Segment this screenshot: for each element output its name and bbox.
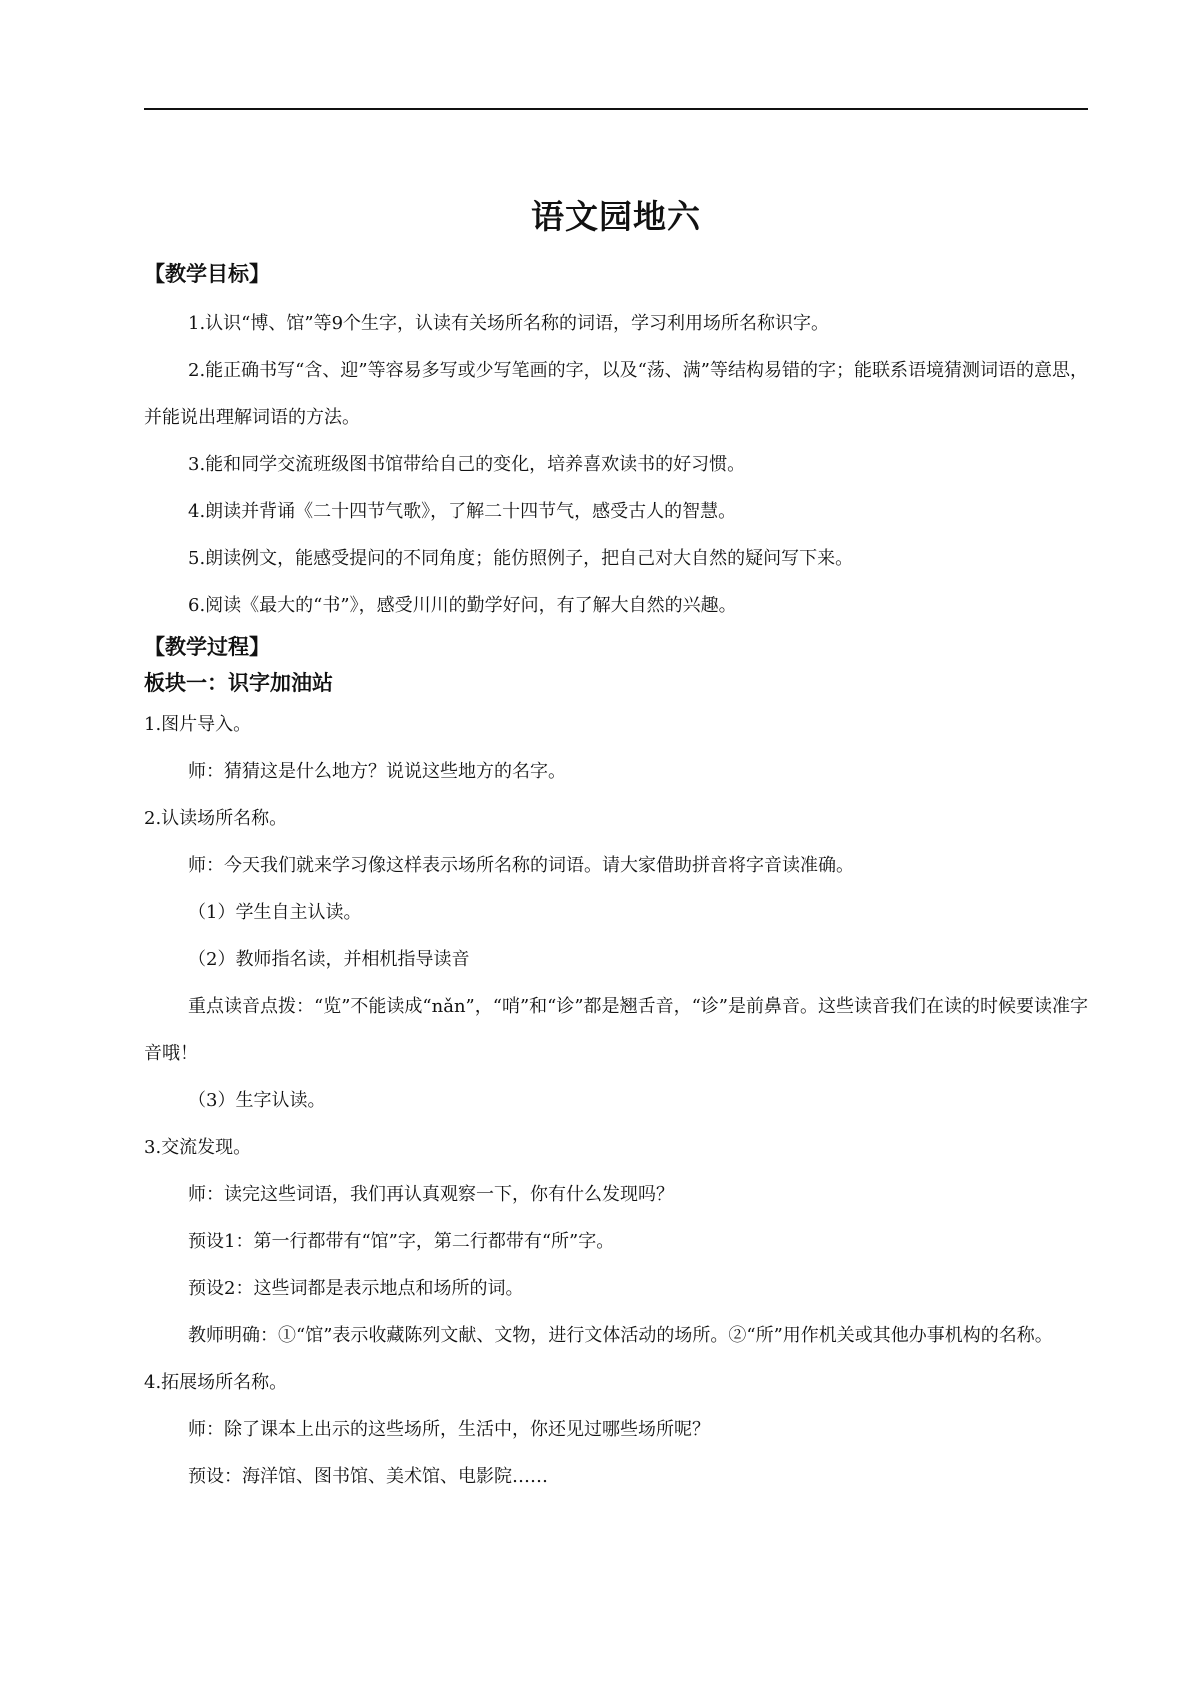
process-paragraph: （3）生字认读。	[188, 1090, 326, 1111]
process-paragraph: 预设1：第一行都带有“馆”字，第二行都带有“所”字。	[188, 1231, 615, 1252]
block-one-heading: 板块一：识字加油站	[144, 671, 333, 695]
objective-item: 6.阅读《最大的“书”》，感受川川的勤学好问，有了解大自然的兴趣。	[188, 595, 737, 616]
process-paragraph: 师：今天我们就来学习像这样表示场所名称的词语。请大家借助拼音将字音读准确。	[188, 855, 854, 876]
header-rule	[144, 108, 1088, 110]
objective-item: 4.朗读并背诵《二十四节气歌》，了解二十四节气，感受古人的智慧。	[188, 501, 737, 522]
process-step: 2.认读场所名称。	[144, 808, 288, 829]
objective-item: 1.认识“博、馆”等9个生字，认读有关场所名称的词语，学习利用场所名称识字。	[188, 313, 830, 334]
process-paragraph: 预设：海洋馆、图书馆、美术馆、电影院……	[188, 1466, 548, 1487]
objectives-heading: 【教学目标】	[144, 262, 270, 286]
process-paragraph: （1）学生自主认读。	[188, 902, 362, 923]
process-step: 4.拓展场所名称。	[144, 1372, 288, 1393]
process-step: 3.交流发现。	[144, 1137, 252, 1158]
objective-item: 5.朗读例文，能感受提问的不同角度；能仿照例子，把自己对大自然的疑问写下来。	[188, 548, 854, 569]
process-step: 1.图片导入。	[144, 714, 252, 735]
process-heading: 【教学过程】	[144, 635, 270, 659]
process-paragraph: 师：除了课本上出示的这些场所，生活中，你还见过哪些场所呢？	[188, 1419, 710, 1440]
process-paragraph: 师：猜猜这是什么地方？说说这些地方的名字。	[188, 761, 566, 782]
objective-item: 2.能正确书写“含、迎”等容易多写或少写笔画的字，以及“荡、满”等结构易错的字；能联系语境猜测词语的意思，并能说出理解词语的方法。	[144, 360, 1088, 428]
process-paragraph: 重点读音点拨：“览”不能读成“nǎn”，“哨”和“诊”都是翘舌音，“诊”是前鼻音。这些读音我们在读的时候要读准字音哦！	[144, 996, 1088, 1064]
process-paragraph: 师：读完这些词语，我们再认真观察一下，你有什么发现吗？	[188, 1184, 674, 1205]
document-title: 语文园地六	[531, 197, 701, 236]
process-paragraph: 预设2：这些词都是表示地点和场所的词。	[188, 1278, 524, 1299]
objective-item: 3.能和同学交流班级图书馆带给自己的变化，培养喜欢读书的好习惯。	[188, 454, 746, 475]
document-body	[144, 256, 1088, 1500]
process-paragraph: （2）教师指名读，并相机指导读音	[188, 949, 470, 970]
process-paragraph: 教师明确：①“馆”表示收藏陈列文献、文物，进行文体活动的场所。②“所”用作机关或其他办事机构的名称。	[188, 1325, 1053, 1346]
